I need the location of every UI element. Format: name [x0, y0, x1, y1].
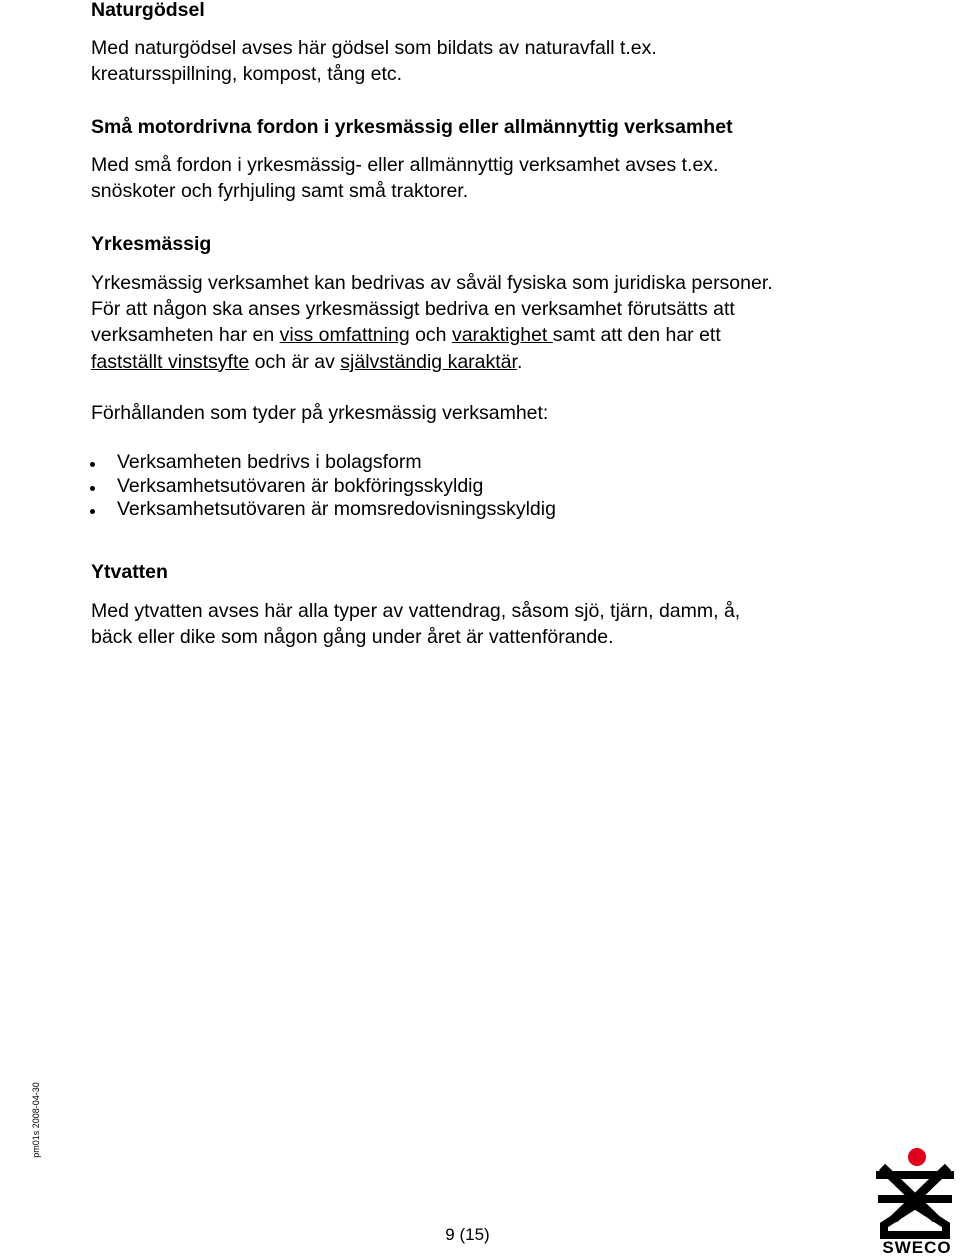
paragraph-forhallanden: Förhållanden som tyder på yrkesmässig verksamhet: — [91, 402, 549, 424]
heading-ytvatten: Ytvatten — [91, 561, 168, 583]
document-code: pm01s 2008-04-30 — [31, 1082, 41, 1158]
logo-wordmark: SWECO — [882, 1238, 952, 1257]
text-segment: och är av — [249, 350, 341, 373]
paragraph-sma-fordon: Med små fordon i yrkesmässig- eller allmännyttig verksamhet avses t.ex. snöskoter och fyrhjuling samt små traktorer. — [91, 154, 719, 203]
text-segment: . — [516, 350, 523, 373]
paragraph-ytvatten: Med ytvatten avses här alla typer av vattendrag, såsom sjö, tjärn, damm, å, bäck eller dike som någon gång under året är vattenförande. — [91, 600, 741, 649]
page-number: 9 (15) — [445, 1225, 490, 1244]
underlined-term: fastställt vinstsyfte — [91, 350, 250, 373]
logo-dot — [908, 1148, 926, 1166]
paragraph-yrkesmassig — [91, 270, 781, 375]
underlined-term: självständig karaktär — [340, 350, 517, 373]
heading-naturgodsel: Naturgödsel — [91, 0, 205, 21]
text-segment: samt att den har ett — [552, 324, 721, 347]
list-item: Verksamhetsutövaren är momsredovisningsskyldig — [91, 498, 781, 522]
list-item: Verksamheten bedrivs i bolagsform — [91, 451, 781, 475]
heading-sma-fordon: Små motordrivna fordon i yrkesmässig eller allmännyttig verksamhet — [91, 116, 733, 138]
text-segment: och — [409, 324, 452, 347]
text-segment: Yrkesmässig verksamhet kan bedrivas av såväl fysiska som juridiska personer. För att någon ska anses yrkesmässigt bedriva en verksamhet förutsätts att verksamheten har en — [91, 272, 773, 347]
heading-yrkesmassig: Yrkesmässig — [91, 233, 212, 255]
bullet-list — [91, 451, 781, 522]
underlined-term: varaktighet — [451, 324, 553, 347]
underlined-term: viss omfattning — [279, 324, 410, 347]
paragraph-naturgodsel: Med naturgödsel avses här gödsel som bildats av naturavfall t.ex. kreatursspillning, kompost, tång etc. — [91, 37, 657, 86]
list-item: Verksamhetsutövaren är bokföringsskyldig — [91, 475, 781, 499]
